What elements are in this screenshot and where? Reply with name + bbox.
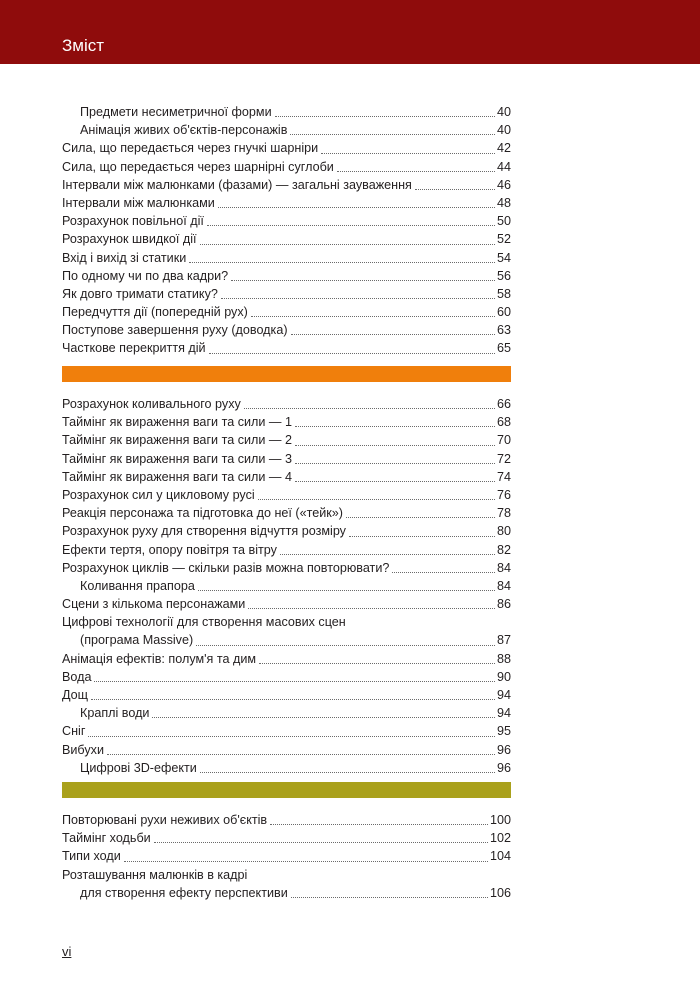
toc-entry <box>62 577 511 595</box>
toc-entry <box>62 884 511 902</box>
dot-leader <box>295 481 495 482</box>
toc-entry-page: 54 <box>496 250 511 265</box>
toc-entry-title: Ефекти тертя, опору повітря та вітру <box>62 542 277 557</box>
dot-leader <box>248 608 495 609</box>
toc-entry <box>62 704 511 722</box>
dot-leader <box>349 536 495 537</box>
toc-entry-page: 52 <box>496 232 511 247</box>
toc-entry-page: 80 <box>496 524 511 539</box>
toc-entry <box>62 194 511 212</box>
toc-entry-title: Часткове перекриття дій <box>62 341 206 356</box>
toc-section-2 <box>62 395 511 777</box>
toc-entry <box>62 504 511 522</box>
toc-entry-title: Анімація ефектів: полум'я та дим <box>62 651 257 666</box>
toc-entry <box>62 285 511 303</box>
toc-entry-page: 56 <box>496 268 511 283</box>
toc-entry-page: 104 <box>489 849 511 864</box>
toc-entry-title: Інтервали між малюнками (фазами) — загальні зауваження <box>62 177 412 192</box>
dot-leader <box>91 699 495 700</box>
toc-entry-page: 70 <box>496 433 511 448</box>
dot-leader <box>189 262 495 263</box>
dot-leader <box>124 861 488 862</box>
toc-entry-page: 58 <box>496 286 511 301</box>
toc-entry-page: 78 <box>496 506 511 521</box>
dot-leader <box>218 207 495 208</box>
toc-entry-page: 82 <box>496 542 511 557</box>
toc-entry-page: 76 <box>496 487 511 502</box>
toc-entry-page: 84 <box>496 560 511 575</box>
toc-entry <box>62 613 511 631</box>
toc-entry-page: 102 <box>489 831 511 846</box>
toc-entry-page: 46 <box>496 177 511 192</box>
dot-leader <box>392 572 495 573</box>
dot-leader <box>94 681 495 682</box>
toc-entry-title: Таймінг як вираження ваги та сили — 1 <box>62 415 293 430</box>
toc-entry <box>62 668 511 686</box>
toc-entry <box>62 450 511 468</box>
dot-leader <box>231 280 495 281</box>
toc-entry-title: Розрахунок сил у цикловому русі <box>62 487 255 502</box>
dot-leader <box>88 736 495 737</box>
dot-leader <box>200 244 495 245</box>
dot-leader <box>209 353 495 354</box>
toc-entry-title: Сила, що передається через гнучкі шарніри <box>62 141 319 156</box>
toc-entry <box>62 121 511 139</box>
toc-entry-page: 63 <box>496 323 511 338</box>
toc-entry-title: Передчуття дії (попередній рух) <box>62 305 248 320</box>
toc-entry <box>62 686 511 704</box>
toc-entry-page: 94 <box>496 706 511 721</box>
toc-entry-page: 88 <box>496 651 511 666</box>
toc-entry-title: Як довго тримати статику? <box>62 286 218 301</box>
toc-entry-page: 72 <box>496 451 511 466</box>
toc-entry-title: Краплі води <box>80 706 150 721</box>
header-band <box>0 0 700 64</box>
toc-entry <box>62 230 511 248</box>
toc-entry-page: 87 <box>496 633 511 648</box>
dot-leader <box>346 517 495 518</box>
dot-leader <box>196 645 495 646</box>
toc-entry <box>62 431 511 449</box>
dot-leader <box>321 153 495 154</box>
toc-entry-title: По одному чи по два кадри? <box>62 268 229 283</box>
dot-leader <box>244 408 495 409</box>
dot-leader <box>221 298 495 299</box>
toc-entry <box>62 741 511 759</box>
toc-entry <box>62 595 511 613</box>
toc-entry-title: Коливання прапора <box>80 578 195 593</box>
toc-entry-page: 86 <box>496 597 511 612</box>
toc-entry-title: Поступове завершення руху (доводка) <box>62 323 288 338</box>
toc-entry-title: Цифрові 3D-ефекти <box>80 760 197 775</box>
dot-leader <box>251 316 495 317</box>
toc-entry <box>62 103 511 121</box>
toc-entry <box>62 249 511 267</box>
toc-entry-page: 68 <box>496 415 511 430</box>
toc-entry-page: 48 <box>496 195 511 210</box>
toc-entry-page: 42 <box>496 141 511 156</box>
toc-entry-page: 44 <box>496 159 511 174</box>
toc-entry-title: Сила, що передається через шарнірні суглоби <box>62 159 334 174</box>
toc-entry <box>62 541 511 559</box>
toc-entry <box>62 811 511 829</box>
toc-entry-title: Сцени з кількома персонажами <box>62 597 246 612</box>
dot-leader <box>291 334 495 335</box>
toc-entry-page: 60 <box>496 305 511 320</box>
toc-entry-page: 40 <box>496 123 511 138</box>
toc-entry-title: Розрахунок швидкої дії <box>62 232 197 247</box>
toc-entry-title: Розрахунок руху для створення відчуття розміру <box>62 524 346 539</box>
dot-leader <box>207 225 495 226</box>
toc-entry <box>62 829 511 847</box>
dot-leader <box>107 754 495 755</box>
toc-entry <box>62 847 511 865</box>
toc-entry <box>62 866 511 884</box>
toc-entry-page: 50 <box>496 214 511 229</box>
toc-entry <box>62 339 511 357</box>
toc-entry-page: 95 <box>496 724 511 739</box>
toc-entry-page: 66 <box>496 397 511 411</box>
page-title: Зміст <box>62 36 105 55</box>
dot-leader <box>295 426 495 427</box>
dot-leader <box>280 554 495 555</box>
toc-entry <box>62 321 511 339</box>
dot-leader <box>295 463 495 464</box>
toc-entry <box>62 395 511 413</box>
toc-entry <box>62 158 511 176</box>
toc-entry-title: Цифрові технології для створення масових сцен <box>62 615 346 630</box>
toc-entry-page: 96 <box>496 760 511 775</box>
dot-leader <box>295 445 495 446</box>
toc-entry <box>62 212 511 230</box>
toc-section-3 <box>62 811 511 902</box>
toc-entry-title: Розрахунок циклів — скільки разів можна повторювати? <box>62 560 390 575</box>
dot-leader <box>337 171 495 172</box>
toc-entry-page: 40 <box>496 105 511 119</box>
toc-entry-title: Вода <box>62 669 92 684</box>
dot-leader <box>259 663 495 664</box>
toc-entry-title: Розрахунок коливального руху <box>62 397 241 411</box>
toc-entry-page: 74 <box>496 469 511 484</box>
dot-leader <box>154 842 488 843</box>
toc-entry <box>62 631 511 649</box>
toc-entry-title: Розрахунок повільної дії <box>62 214 204 229</box>
dot-leader <box>291 897 488 898</box>
toc-entry-title: Таймінг як вираження ваги та сили — 4 <box>62 469 293 484</box>
toc-entry-page: 96 <box>496 742 511 757</box>
toc-entry-page: 90 <box>496 669 511 684</box>
toc-entry-page: 106 <box>489 885 511 900</box>
toc-entry <box>62 468 511 486</box>
toc-entry-title: Предмети несиметричної форми <box>80 105 272 119</box>
toc-entry-title: Таймінг як вираження ваги та сили — 3 <box>62 451 293 466</box>
toc-entry-title: Сніг <box>62 724 86 739</box>
toc-entry <box>62 176 511 194</box>
toc-entry-title: Розташування малюнків в кадрі <box>62 867 248 882</box>
toc-entry-page: 100 <box>489 813 511 827</box>
toc-entry-title: (програма Massive) <box>80 633 194 648</box>
section-divider-orange <box>62 366 511 382</box>
toc-section-1 <box>62 103 511 358</box>
toc-entry-page: 94 <box>496 688 511 702</box>
toc-entry <box>62 759 511 777</box>
toc-entry <box>62 267 511 285</box>
section-divider-olive <box>62 782 511 798</box>
toc-entry-title: для створення ефекту перспективи <box>80 885 288 900</box>
toc-entry-title: Дощ <box>62 688 89 702</box>
toc-entry-page: 65 <box>496 341 511 356</box>
toc-entry-page: 84 <box>496 578 511 593</box>
dot-leader <box>200 772 495 773</box>
dot-leader <box>290 134 495 135</box>
toc-entry <box>62 722 511 740</box>
toc-entry-title: Типи ходи <box>62 849 121 864</box>
toc-entry <box>62 139 511 157</box>
toc-entry-title: Анімація живих об'єктів-персонажів <box>80 123 288 138</box>
toc-entry-title: Інтервали між малюнками <box>62 195 215 210</box>
toc-entry-title: Таймінг як вираження ваги та сили — 2 <box>62 433 293 448</box>
dot-leader <box>415 189 495 190</box>
dot-leader <box>275 116 495 117</box>
toc-entry-title: Вхід і вихід зі статики <box>62 250 187 265</box>
toc-entry <box>62 650 511 668</box>
toc-entry-title: Вибухи <box>62 742 104 757</box>
dot-leader <box>270 824 488 825</box>
toc-entry <box>62 413 511 431</box>
toc-entry <box>62 486 511 504</box>
toc-entry-title: Реакція персонажа та підготовка до неї («тейк») <box>62 506 343 521</box>
toc-entry-title: Таймінг ходьби <box>62 831 151 846</box>
toc-entry <box>62 303 511 321</box>
toc-entry-title: Повторювані рухи неживих об'єктів <box>62 813 268 827</box>
toc-entry <box>62 522 511 540</box>
dot-leader <box>152 717 495 718</box>
page-number: vi <box>62 944 72 959</box>
dot-leader <box>198 590 495 591</box>
dot-leader <box>258 499 495 500</box>
toc-entry <box>62 559 511 577</box>
